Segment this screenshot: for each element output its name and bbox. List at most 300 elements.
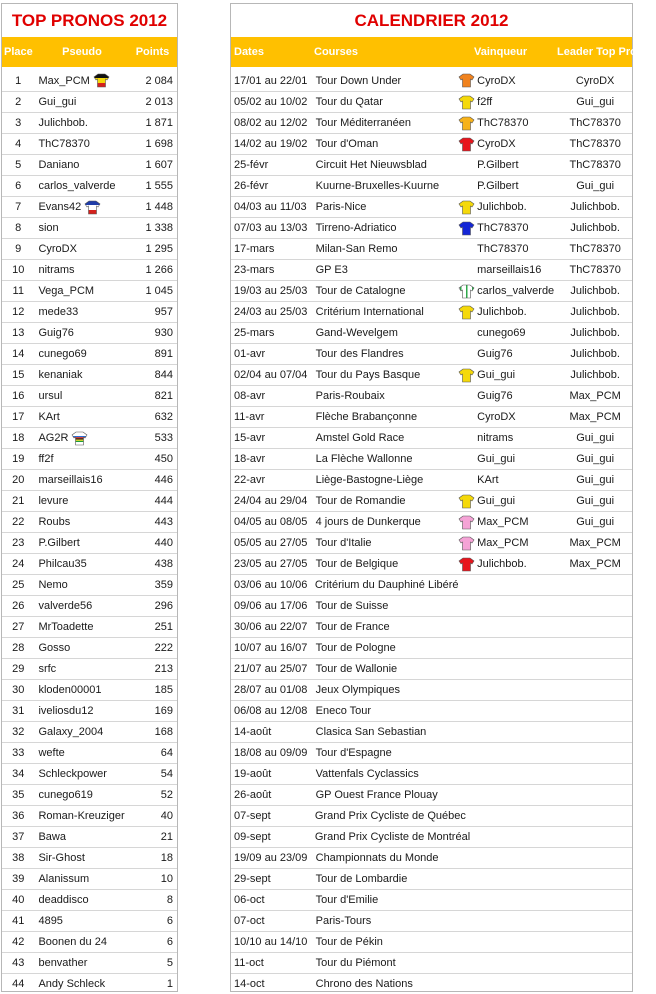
pseudo-text: Evans42 [38, 201, 82, 213]
pseudo-cell [34, 537, 126, 549]
winner-text: Julichbob. [477, 201, 527, 213]
ranking-row [2, 595, 177, 616]
winner-jersey-slot [455, 284, 477, 299]
calendar-header [231, 37, 656, 67]
points-cell: 21 [160, 831, 174, 843]
points-cell: 533 [154, 432, 174, 444]
date-cell: 11-oct [234, 957, 264, 969]
pseudo-cell [34, 495, 126, 507]
course-cell: Tirreno-Adriatico [315, 222, 397, 234]
winner-cell [455, 95, 558, 110]
calendar-row [231, 112, 632, 133]
date-cell: 17/01 au 22/01 [234, 74, 308, 87]
pseudo-text: mede33 [38, 306, 79, 318]
winner-jersey-slot [455, 515, 477, 530]
pseudo-text: Philcau35 [38, 558, 87, 570]
date-cell: 04/03 au 11/03 [234, 201, 307, 213]
place-cell: 16 [12, 390, 25, 402]
pseudo-cell [34, 390, 126, 402]
winner-cell [455, 284, 558, 299]
winner-text: nitrams [477, 432, 514, 444]
pseudo-cell [34, 243, 126, 255]
orange-jersey-icon [458, 73, 475, 88]
place-cell: 7 [15, 201, 22, 213]
ranking-title: TOP PRONOS 2012 [11, 11, 168, 30]
pseudo-cell [34, 96, 126, 108]
points-cell: 440 [154, 537, 174, 549]
winner-text: CyroDX [477, 411, 516, 423]
calendar-row [231, 532, 632, 553]
yellow-jersey-icon [458, 494, 475, 509]
course-cell: Tour d'Espagne [315, 747, 392, 759]
course-cell: Critérium International [315, 306, 424, 318]
header-pseudo: Pseudo [62, 46, 102, 58]
date-cell: 23-mars [234, 264, 275, 276]
place-cell: 30 [12, 684, 25, 696]
winner-cell [455, 348, 558, 360]
calendar-row [231, 175, 632, 196]
pseudo-text: MrToadette [38, 621, 94, 633]
pseudo-cell [34, 348, 126, 360]
date-cell: 25-févr [234, 159, 269, 171]
course-cell: Tour de Belgique [315, 558, 399, 570]
calendar-row [231, 469, 632, 490]
course-cell: Tour de Pologne [315, 642, 396, 654]
winner-jersey-slot [455, 557, 477, 572]
date-cell: 09-sept [234, 831, 271, 843]
pseudo-cell [34, 411, 126, 423]
pseudo-text: ursul [38, 390, 63, 402]
calendar-row [231, 511, 632, 532]
leader-cell: ThC78370 [569, 138, 621, 150]
pseudo-text: srfc [38, 663, 57, 675]
pseudo-cell [34, 579, 126, 591]
pseudo-text: Alanissum [38, 873, 90, 885]
header-dates: Dates [234, 46, 264, 58]
rainbow-jersey-icon [71, 431, 88, 446]
pseudo-cell [34, 663, 126, 675]
ranking-row [2, 175, 177, 196]
calendar-row [231, 763, 632, 784]
points-cell: 222 [154, 642, 174, 654]
pseudo-cell [34, 222, 126, 234]
course-cell: Gand-Wevelgem [315, 327, 398, 339]
ranking-row [2, 532, 177, 553]
course-cell: Paris-Roubaix [315, 390, 385, 402]
blue-jersey-icon [458, 221, 475, 236]
place-cell: 21 [12, 495, 25, 507]
course-cell: Championnats du Monde [315, 852, 439, 864]
date-cell: 02/04 au 07/04 [234, 369, 308, 381]
leader-cell: Gui_gui [576, 432, 615, 444]
place-cell: 4 [15, 138, 22, 150]
winner-jersey-slot [455, 368, 477, 383]
points-cell: 169 [154, 705, 174, 717]
course-cell: Tour du Qatar [315, 96, 383, 108]
pseudo-text: Roubs [38, 516, 71, 528]
leader-cell: Julichbob. [570, 369, 620, 381]
date-cell: 19/09 au 23/09 [234, 852, 308, 864]
date-cell: 28/07 au 01/08 [234, 684, 308, 696]
leader-cell: CyroDX [575, 74, 615, 87]
pseudo-cell [34, 600, 126, 612]
ranking-row [2, 70, 177, 91]
leader-cell: ThC78370 [569, 243, 621, 255]
ranking-row [2, 679, 177, 700]
points-cell: 168 [154, 726, 174, 738]
header-place: Place [4, 46, 33, 58]
pseudo-text: Andy Schleck [38, 978, 106, 990]
pseudo-text: Daniano [38, 159, 80, 171]
place-cell: 32 [12, 726, 25, 738]
header-courses: Courses [314, 46, 359, 58]
winner-text: Julichbob. [477, 306, 527, 318]
yellow-orange-jersey-icon [458, 116, 475, 131]
winner-text: Guig76 [477, 390, 513, 402]
points-cell: 185 [154, 684, 174, 696]
pseudo-cell [34, 516, 126, 528]
place-cell: 10 [12, 264, 25, 276]
points-cell: 8 [166, 894, 174, 906]
course-cell: GP Ouest France Plouay [315, 789, 438, 801]
calendar-row [231, 973, 632, 994]
points-cell: 5 [166, 957, 174, 969]
winner-text: Max_PCM [477, 537, 529, 549]
points-cell: 891 [154, 348, 174, 360]
winner-cell [455, 557, 558, 572]
ranking-row [2, 112, 177, 133]
date-cell: 22-avr [234, 474, 266, 486]
ranking-row [2, 217, 177, 238]
date-cell: 17-mars [234, 243, 275, 255]
pseudo-text: Sir-Ghost [38, 852, 85, 864]
course-cell: 4 jours de Dunkerque [315, 516, 421, 528]
winner-cell [455, 243, 558, 255]
ranking-row [2, 280, 177, 301]
pseudo-text: levure [38, 495, 69, 507]
place-cell: 9 [15, 243, 22, 255]
course-cell: Critérium du Dauphiné Libéré [314, 579, 459, 591]
winner-cell [455, 432, 558, 444]
pseudo-cell [34, 726, 126, 738]
ranking-row [2, 700, 177, 721]
leader-cell: Gui_gui [576, 474, 615, 486]
ranking-row [2, 301, 177, 322]
course-cell: Tour de Suisse [315, 600, 389, 612]
calendar-row [231, 427, 632, 448]
pseudo-text: CyroDX [38, 243, 77, 255]
winner-text: Gui_gui [477, 495, 516, 507]
ranking-row [2, 574, 177, 595]
pseudo-cell [34, 915, 126, 927]
ranking-panel [1, 3, 178, 992]
date-cell: 07-oct [234, 915, 265, 927]
leader-cell: Gui_gui [576, 180, 615, 192]
winner-text: marseillais16 [477, 264, 542, 276]
pseudo-text: carlos_valverde [38, 180, 116, 192]
place-cell: 36 [12, 810, 25, 822]
ranking-row [2, 385, 177, 406]
winner-text: CyroDX [477, 138, 516, 150]
place-cell: 14 [12, 348, 25, 360]
course-cell: Tour Down Under [315, 74, 402, 87]
place-cell: 23 [12, 537, 25, 549]
calendar-row [231, 385, 632, 406]
pseudo-text: Schleckpower [38, 768, 107, 780]
ranking-row [2, 826, 177, 847]
course-cell: Tour de France [315, 621, 390, 633]
header-vainqueur: Vainqueur [474, 46, 528, 58]
leader-cell: Max_PCM [569, 390, 621, 402]
winner-cell [455, 411, 558, 423]
pseudo-cell [34, 369, 126, 381]
ranking-row [2, 805, 177, 826]
course-cell: Tour d'Italie [315, 537, 372, 549]
pseudo-cell [34, 642, 126, 654]
pseudo-cell [34, 747, 126, 759]
calendar-row [231, 931, 632, 952]
course-cell: Tour de Wallonie [315, 663, 398, 675]
winner-text: carlos_valverde [477, 285, 555, 297]
winner-cell [455, 137, 558, 152]
pseudo-cell [34, 474, 126, 486]
calendar-row [231, 595, 632, 616]
pseudo-text: AG2R [38, 432, 69, 444]
leader-cell: Max_PCM [569, 558, 621, 570]
calendar-row [231, 616, 632, 637]
place-cell: 3 [15, 117, 22, 129]
calendar-row [231, 868, 632, 889]
ranking-rows [2, 67, 177, 994]
course-cell: Milan-San Remo [315, 243, 398, 255]
place-cell: 29 [12, 663, 25, 675]
place-cell: 24 [12, 558, 25, 570]
ranking-row [2, 469, 177, 490]
pseudo-text: ff2f [38, 453, 54, 465]
pseudo-text: Gui_gui [38, 96, 77, 108]
points-cell: 251 [154, 621, 174, 633]
points-cell: 1 338 [145, 222, 174, 234]
pseudo-text: sion [38, 222, 59, 234]
course-cell: Jeux Olympiques [315, 684, 400, 696]
pseudo-cell [34, 327, 126, 339]
pseudo-text: iveliosdu12 [38, 705, 94, 717]
pseudo-text: cunego69 [38, 348, 87, 360]
ranking-row [2, 343, 177, 364]
leader-cell: Julichbob. [570, 222, 620, 234]
winner-cell [455, 515, 558, 530]
pseudo-text: Julichbob. [38, 117, 88, 129]
calendar-row [231, 637, 632, 658]
pseudo-text: Boonen du 24 [38, 936, 107, 948]
pseudo-text: wefte [38, 747, 65, 759]
ranking-row [2, 154, 177, 175]
ranking-row [2, 91, 177, 112]
ranking-row [2, 196, 177, 217]
pseudo-text: 4895 [38, 915, 63, 927]
calendar-row [231, 952, 632, 973]
winner-text: CyroDX [477, 74, 516, 87]
place-cell: 8 [15, 222, 22, 234]
winner-jersey-slot [455, 73, 477, 88]
pseudo-cell [34, 621, 126, 633]
calendar-row [231, 70, 632, 91]
winner-text: KArt [477, 474, 499, 486]
pseudo-cell [34, 873, 126, 885]
pseudo-text: Vega_PCM [38, 285, 95, 297]
calendar-row [231, 238, 632, 259]
points-cell: 359 [154, 579, 174, 591]
calendar-row [231, 280, 632, 301]
ranking-row [2, 784, 177, 805]
points-cell: 438 [154, 558, 174, 570]
points-cell: 844 [154, 369, 174, 381]
course-cell: Tour du Pays Basque [315, 369, 421, 381]
place-cell: 19 [12, 453, 25, 465]
place-cell: 38 [12, 852, 25, 864]
winner-cell [455, 264, 558, 276]
leader-cell: Julichbob. [570, 306, 620, 318]
points-cell: 40 [160, 810, 174, 822]
place-cell: 27 [12, 621, 25, 633]
points-cell: 6 [166, 936, 174, 948]
course-cell: Tour de Catalogne [315, 285, 406, 297]
points-cell: 1 871 [145, 117, 174, 129]
winner-jersey-slot [455, 536, 477, 551]
date-cell: 10/07 au 16/07 [234, 642, 308, 654]
ranking-row [2, 406, 177, 427]
points-cell: 957 [154, 306, 174, 318]
date-cell: 26-août [234, 789, 272, 801]
pseudo-cell [34, 684, 126, 696]
winner-cell [455, 453, 558, 465]
course-cell: Paris-Tours [315, 915, 372, 927]
points-cell: 52 [160, 789, 174, 801]
calendar-row [231, 805, 632, 826]
yellow-jersey-icon [458, 368, 475, 383]
pseudo-cell [34, 138, 126, 150]
course-cell: La Flèche Wallonne [315, 453, 413, 465]
place-cell: 26 [12, 600, 25, 612]
pseudo-text: kenaniak [38, 369, 83, 381]
points-cell: 2 013 [145, 96, 174, 108]
calendar-title: CALENDRIER 2012 [354, 11, 509, 30]
pseudo-text: nitrams [38, 264, 75, 276]
yellow-jersey-icon [458, 305, 475, 320]
pseudo-text: benvather [38, 957, 88, 969]
white-green-jersey-icon [458, 284, 475, 299]
leader-cell: Gui_gui [576, 516, 615, 528]
course-cell: Tour de Pékin [315, 936, 383, 948]
place-cell: 35 [12, 789, 25, 801]
pseudo-cell [34, 810, 126, 822]
ranking-row [2, 133, 177, 154]
points-cell: 1 448 [145, 201, 174, 213]
date-cell: 25-mars [234, 327, 275, 339]
leader-cell: ThC78370 [569, 159, 621, 171]
place-cell: 39 [12, 873, 25, 885]
calendar-row [231, 133, 632, 154]
calendar-row [231, 217, 632, 238]
place-cell: 15 [12, 369, 25, 381]
points-cell: 444 [154, 495, 174, 507]
place-cell: 6 [15, 180, 22, 192]
winner-cell [455, 305, 558, 320]
calendar-row [231, 301, 632, 322]
date-cell: 19-août [234, 768, 272, 780]
points-cell: 18 [160, 852, 174, 864]
yellow-jersey-icon [458, 95, 475, 110]
points-cell: 1 266 [145, 264, 174, 276]
date-cell: 04/05 au 08/05 [234, 516, 308, 528]
leader-cell: ThC78370 [569, 264, 621, 276]
points-cell: 1 698 [145, 138, 174, 150]
course-cell: Tour du Piémont [315, 957, 396, 969]
place-cell: 43 [12, 957, 25, 969]
leader-cell: Gui_gui [576, 495, 615, 507]
course-cell: Tour d'Emilie [315, 894, 379, 906]
pseudo-cell [34, 558, 126, 570]
winner-text: ThC78370 [477, 222, 529, 234]
header-points: Points [135, 46, 170, 58]
course-cell: Circuit Het Nieuwsblad [315, 159, 427, 171]
date-cell: 14-août [234, 726, 272, 738]
ranking-row [2, 847, 177, 868]
pseudo-text: Roman-Kreuziger [38, 810, 125, 822]
date-cell: 05/05 au 27/05 [234, 537, 308, 549]
leader-cell: Max_PCM [569, 411, 621, 423]
points-cell: 54 [160, 768, 174, 780]
calendar-row [231, 406, 632, 427]
date-cell: 03/06 au 10/06 [234, 579, 308, 591]
calendar-row [231, 721, 632, 742]
place-cell: 12 [12, 306, 25, 318]
place-cell: 25 [12, 579, 25, 591]
ranking-row [2, 490, 177, 511]
course-cell: GP E3 [315, 264, 348, 276]
winner-jersey-slot [455, 494, 477, 509]
pink-jersey-icon [458, 536, 475, 551]
ranking-row [2, 910, 177, 931]
winner-cell [455, 368, 558, 383]
date-cell: 07-sept [234, 810, 271, 822]
pseudo-cell [34, 73, 126, 88]
course-cell: Tour de Lombardie [315, 873, 408, 885]
pseudo-cell [34, 936, 126, 948]
pseudo-text: P.Gilbert [38, 537, 80, 549]
course-cell: Grand Prix Cycliste de Québec [314, 810, 466, 822]
pseudo-cell [34, 894, 126, 906]
place-cell: 28 [12, 642, 25, 654]
date-cell: 24/04 au 29/04 [234, 495, 308, 507]
calendar-row [231, 364, 632, 385]
header-leader: Leader Top Pronos [557, 46, 656, 58]
pseudo-cell [34, 831, 126, 843]
pseudo-cell [34, 180, 126, 192]
pseudo-text: Gosso [38, 642, 71, 654]
place-cell: 13 [12, 327, 25, 339]
place-cell: 1 [15, 74, 22, 87]
leader-cell: Gui_gui [576, 96, 615, 108]
place-cell: 44 [12, 978, 25, 990]
calendar-row [231, 826, 632, 847]
place-cell: 31 [12, 705, 25, 717]
ranking-row [2, 448, 177, 469]
date-cell: 23/05 au 27/05 [234, 558, 308, 570]
ranking-row [2, 511, 177, 532]
calendar-row [231, 889, 632, 910]
calendar-row [231, 700, 632, 721]
